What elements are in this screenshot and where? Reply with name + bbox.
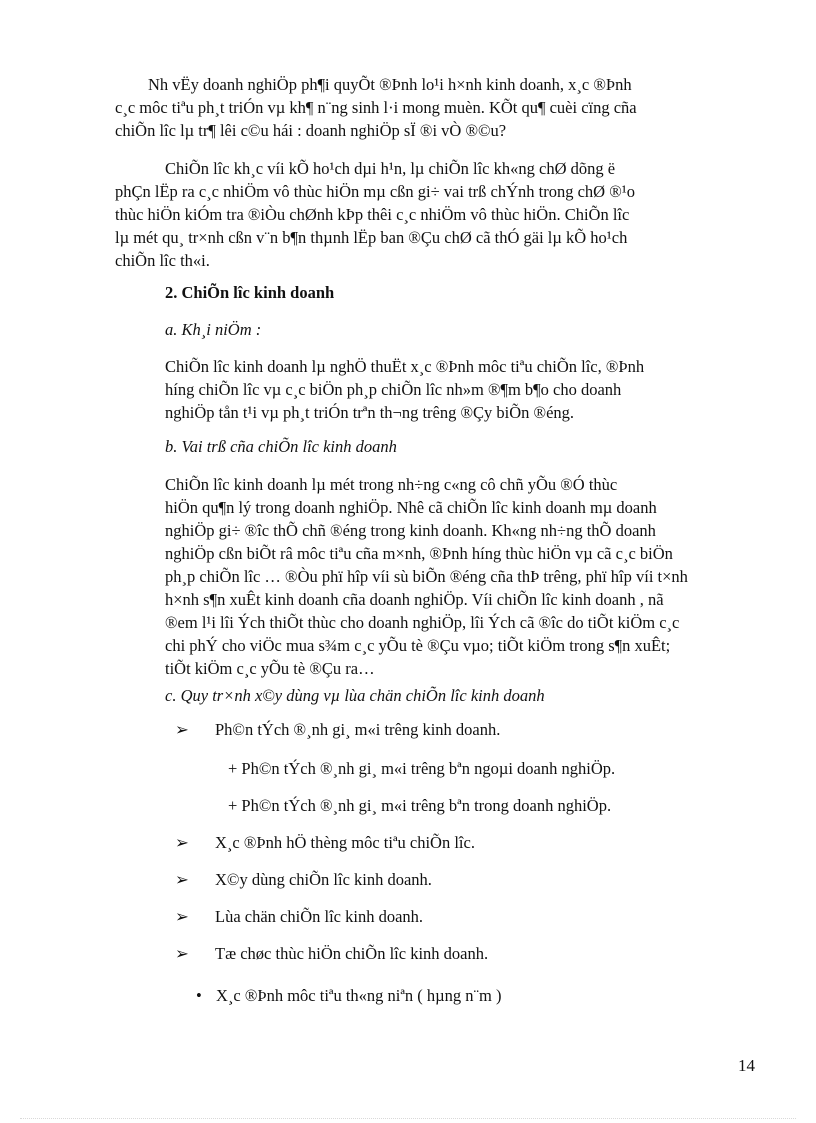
list-item-text: X¸c ®Þnh hÖ thèng môc tiªu chiÕn lîc.: [215, 833, 475, 852]
paragraph-4-line-8: chi phÝ cho viÖc mua s¾m c¸c yÕu tè ®Çu vµo; tiÕt kiÖm trong s¶n xuÊt;: [165, 636, 671, 655]
list-subitem: + Ph©n tÝch ®¸nh gi¸ m«i trêng bªn ngoµi doanh nghiÖp.: [228, 759, 616, 778]
paragraph-4-line-5: ph¸p chiÕn lîc … ®Òu phï hîp víi sù biÕn ®éng cña thÞ trêng, phï hîp víi t×nh: [165, 567, 688, 586]
arrow-icon: ➢: [175, 907, 189, 926]
paragraph-2-line-1: ChiÕn lîc kh¸c víi kÕ ho¹ch dµi h¹n, lµ chiÕn lîc kh«ng chØ dõng ë: [165, 159, 616, 178]
list-item: [175, 907, 423, 927]
subheading-a: a. Kh¸i niÖm :: [165, 320, 262, 339]
paragraph-1-line-2: c¸c môc tiªu ph¸t triÓn vµ kh¶ n¨ng sinh l·i mong muèn. KÕt qu¶ cuèi cïng cña: [115, 98, 637, 117]
list-item: [175, 870, 432, 890]
arrow-icon: ➢: [175, 833, 189, 852]
footer-divider: [20, 1118, 796, 1119]
paragraph-4-line-1: ChiÕn lîc kinh doanh lµ mét trong nh÷ng c«ng cô chñ yÕu ®Ó thùc: [165, 475, 618, 494]
dot-list-item: [196, 986, 502, 1006]
paragraph-3-line-2: híng chiÕn lîc vµ c¸c biÖn ph¸p chiÕn lîc nh»m ®¶m b¶o cho doanh: [165, 380, 622, 399]
paragraph-2-line-2: phÇn lËp ra c¸c nhiÖm vô thùc hiÖn mµ cßn gi÷ vai trß chÝnh trong chØ ®¹o: [115, 182, 635, 201]
paragraph-2-line-3: thùc hiÖn kiÓm tra ®iÒu chØnh kÞp thêi c¸c nhiÖm vô thùc hiÖn. ChiÕn lîc: [115, 205, 630, 224]
paragraph-4-line-7: ®em l¹i lîi Ých thiÕt thùc cho doanh nghiÖp, lîi Ých cã ®îc do tiÕt kiÖm c¸c: [165, 613, 680, 632]
list-item: [175, 833, 475, 853]
arrow-icon: ➢: [175, 944, 189, 963]
list-subitem: + Ph©n tÝch ®¸nh gi¸ m«i trêng bªn trong doanh nghiÖp.: [228, 796, 612, 815]
arrow-icon: ➢: [175, 720, 189, 739]
paragraph-2-line-5: chiÕn lîc th«i.: [115, 251, 210, 270]
list-item-text: Lùa chän chiÕn lîc kinh doanh.: [215, 907, 424, 926]
paragraph-4-line-3: nghiÖp gi÷ ®îc thÕ chñ ®éng trong kinh doanh. Kh«ng nh÷ng thÕ doanh: [165, 521, 656, 540]
paragraph-1-line-1: Nh vËy doanh nghiÖp ph¶i quyÕt ®Þnh lo¹i h×nh kinh doanh, x¸c ®Þnh: [148, 75, 632, 94]
paragraph-4-line-2: hiÖn qu¶n lý trong doanh nghiÖp. Nhê cã chiÕn lîc kinh doanh mµ doanh: [165, 498, 657, 517]
section-heading: 2. ChiÕn lîc kinh doanh: [165, 283, 335, 302]
subheading-c: c. Quy tr×nh x©y dùng vµ lùa chän chiÕn lîc kinh doanh: [165, 686, 545, 705]
paragraph-2-line-4: lµ mét qu¸ tr×nh cßn v¨n b¶n thµnh lËp ban ®Çu chØ cã thÓ gäi lµ kÕ ho¹ch: [115, 228, 628, 247]
paragraph-4-line-6: h×nh s¶n xuÊt kinh doanh cña doanh nghiÖp. Víi chiÕn lîc kinh doanh , nã: [165, 590, 664, 609]
list-item-text: X©y dùng chiÕn lîc kinh doanh.: [215, 870, 432, 889]
bullet-dot-icon: •: [196, 986, 202, 1005]
paragraph-1-line-3: chiÕn lîc lµ tr¶ lêi c©u hái : doanh nghiÖp sÏ ®i vÒ ®©u?: [115, 121, 507, 140]
list-item: [175, 944, 488, 964]
dot-list-item-text: X¸c ®Þnh môc tiªu th«ng niªn ( hµng n¨m ): [216, 986, 502, 1005]
paragraph-4-line-9: tiÕt kiÖm c¸c yÕu tè ®Çu ra…: [165, 659, 375, 678]
list-item: [175, 720, 500, 740]
subheading-b: b. Vai trß cña chiÕn lîc kinh doanh: [165, 437, 397, 456]
paragraph-4-line-4: nghiÖp cßn biÕt râ môc tiªu cña m×nh, ®Þnh híng thùc hiÖn vµ cã c¸c biÖn: [165, 544, 673, 563]
page-number: 14: [738, 1056, 755, 1075]
arrow-icon: ➢: [175, 870, 189, 889]
paragraph-3-line-1: ChiÕn lîc kinh doanh lµ nghÖ thuËt x¸c ®Þnh môc tiªu chiÕn lîc, ®Þnh: [165, 357, 645, 376]
list-item-text: Ph©n tÝch ®¸nh gi¸ m«i trêng kinh doanh.: [215, 720, 501, 739]
paragraph-3-line-3: nghiÖp tån t¹i vµ ph¸t triÓn trªn th¬ng trêng ®Çy biÕn ®éng.: [165, 403, 575, 422]
list-item-text: Tæ chøc thùc hiÖn chiÕn lîc kinh doanh.: [215, 944, 489, 963]
